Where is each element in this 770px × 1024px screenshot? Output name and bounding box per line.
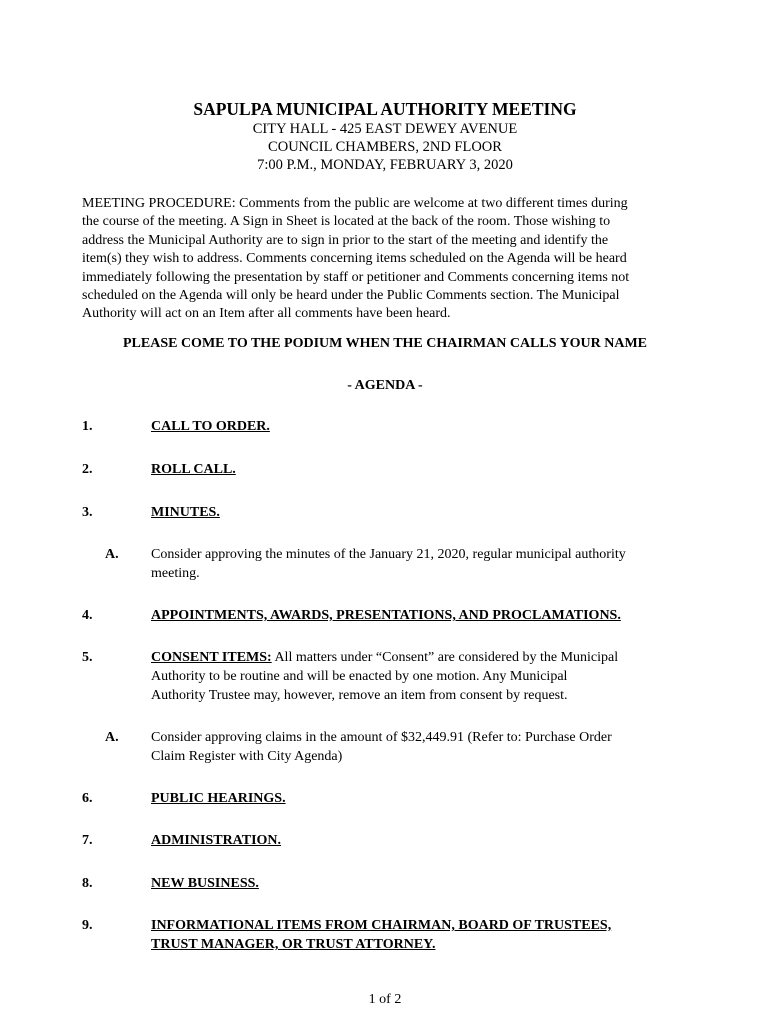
agenda-item-number: 1.: [82, 419, 93, 434]
agenda-item-body: [151, 648, 618, 705]
text-line: Authority to be routine and will be enacted by one motion. Any Municipal: [151, 669, 568, 684]
agenda-item-heading: CALL TO ORDER.: [151, 419, 270, 434]
agenda-heading: - AGENDA -: [347, 378, 423, 393]
procedure-line: scheduled on the Agenda will only be heard under the Public Comments section. The Municipal: [82, 288, 620, 304]
agenda-item-number: 5.: [82, 650, 93, 665]
agenda-subitem-letter: A.: [105, 730, 119, 745]
meeting-title: SAPULPA MUNICIPAL AUTHORITY MEETING: [193, 99, 577, 119]
agenda-item-heading: ADMINISTRATION.: [151, 833, 282, 848]
meeting-room: COUNCIL CHAMBERS, 2ND FLOOR: [268, 139, 502, 155]
meeting-address: CITY HALL - 425 EAST DEWEY AVENUE: [252, 121, 518, 137]
agenda-item-number: 2.: [82, 462, 93, 477]
agenda-item-number: 7.: [82, 833, 93, 848]
agenda-subitem-letter: A.: [105, 547, 119, 562]
agenda-item-heading: MINUTES.: [151, 505, 220, 520]
podium-notice: PLEASE COME TO THE PODIUM WHEN THE CHAIRMAN CALLS YOUR NAME: [122, 336, 648, 351]
agenda-item-number: 9.: [82, 918, 93, 933]
procedure-line: immediately following the presentation by staff or petitioner and Comments concerning items not: [82, 269, 630, 285]
meeting-datetime: 7:00 P.M., MONDAY, FEBRUARY 3, 2020: [257, 157, 513, 173]
text-line: Consider approving claims in the amount of $32,449.91 (Refer to: Purchase Order: [151, 730, 612, 745]
agenda-item-heading: ROLL CALL.: [151, 462, 236, 477]
page-number: 1 of 2: [368, 992, 402, 1007]
procedure-line: Authority will act on an Item after all comments have been heard.: [82, 306, 451, 322]
agenda-item-heading: INFORMATIONAL ITEMS FROM CHAIRMAN, BOARD OF TRUSTEES,: [151, 918, 612, 933]
agenda-item-number: 3.: [82, 505, 93, 520]
agenda-item-heading: CONSENT ITEMS:: [151, 650, 272, 665]
procedure-line: MEETING PROCEDURE: Comments from the public are welcome at two different times during: [82, 196, 628, 211]
text-line: [151, 648, 618, 667]
agenda-item-heading: NEW BUSINESS.: [151, 876, 259, 891]
procedure-line: the course of the meeting. A Sign in Sheet is located at the back of the room. Those wishing to: [82, 214, 611, 230]
agenda-item-heading: PUBLIC HEARINGS.: [151, 791, 286, 806]
agenda-item-number: 6.: [82, 791, 93, 806]
procedure-line: item(s) they wish to address. Comments concerning items scheduled on the Agenda will be heard: [82, 251, 627, 267]
consent-intro: All matters under “Consent” are considered by the Municipal: [271, 650, 619, 665]
agenda-item-heading: APPOINTMENTS, AWARDS, PRESENTATIONS, AND PROCLAMATIONS.: [151, 608, 621, 623]
procedure-line: address the Municipal Authority are to sign in prior to the start of the meeting and identify the: [82, 232, 609, 248]
meeting-procedure: [82, 195, 682, 324]
text-line: Consider approving the minutes of the January 21, 2020, regular municipal authority: [151, 547, 626, 562]
text-line: Authority Trustee may, however, remove an item from consent by request.: [151, 688, 568, 703]
agenda-subitem-text: [151, 728, 612, 766]
agenda-item-number: 4.: [82, 608, 93, 623]
text-line: meeting.: [151, 566, 200, 581]
agenda-item-heading-continued: TRUST MANAGER, OR TRUST ATTORNEY.: [151, 937, 436, 952]
agenda-item-number: 8.: [82, 876, 93, 891]
text-line: Claim Register with City Agenda): [151, 749, 343, 764]
agenda-subitem-text: [151, 545, 626, 583]
